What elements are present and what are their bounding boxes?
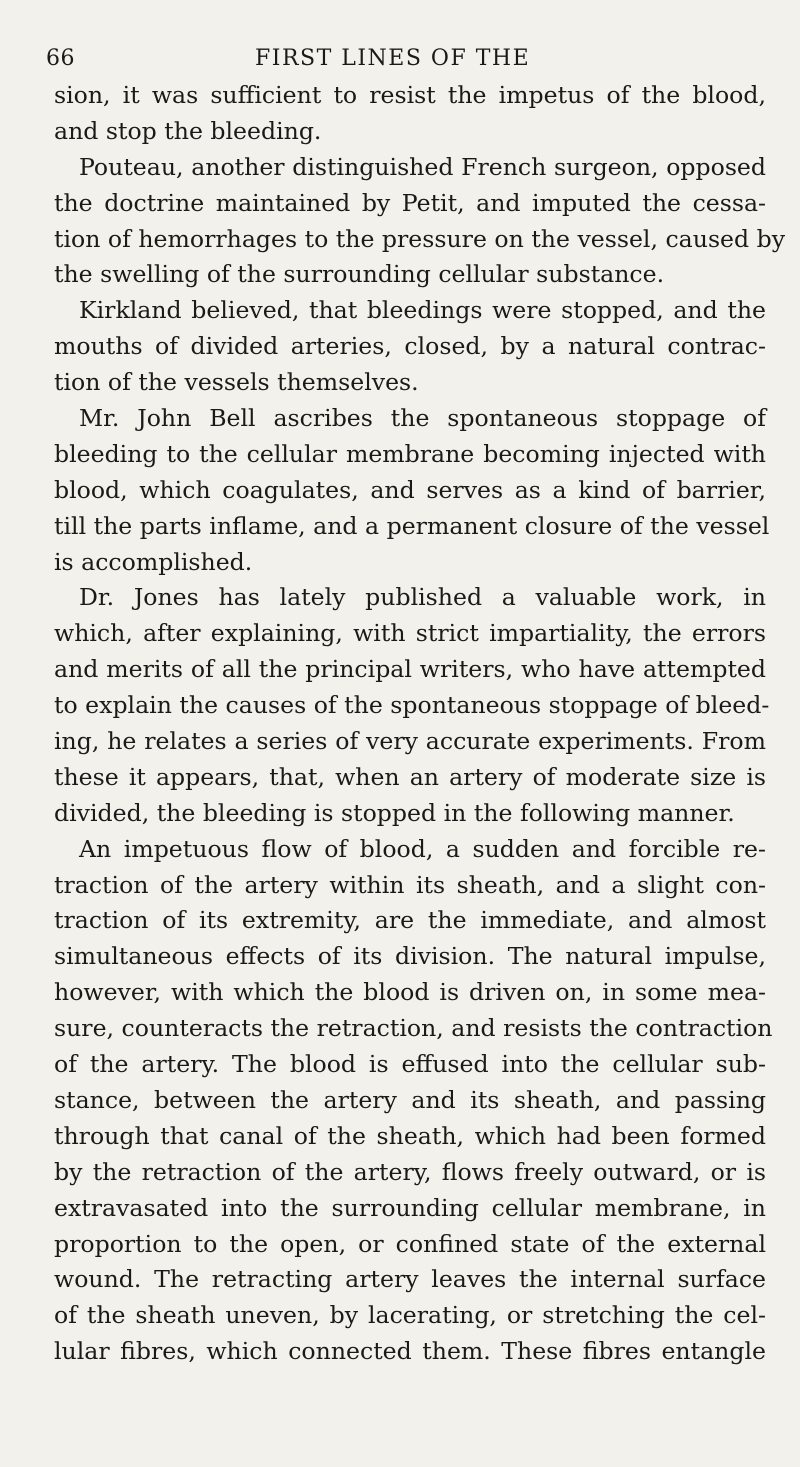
text-line: till the parts inflame, and a permanent closure of the vessel [54,511,770,540]
text-line: blood, which coagulates, and serves as a kind of barrier, [54,475,766,504]
text-line: traction of its extremity, are the immediate, and almost [54,906,766,935]
text-line: bleeding to the cellular membrane becoming injected with [54,439,766,468]
body-text [54,78,786,1370]
text-line: which, after explaining, with strict impartiality, the errors [54,619,766,648]
text-line: lular fibres, which connected them. These fibres entangle [54,1337,766,1366]
text-line: is accomplished. [54,547,253,576]
text-line: An impetuous flow of blood, a sudden and forcible re- [79,834,766,863]
text-line: however, with which the blood is driven on, in some mea- [54,978,766,1007]
text-line: to explain the causes of the spontaneous stoppage of bleed- [54,691,770,720]
text-line: stance, between the artery and its sheath, and passing [54,1085,766,1114]
text-line: sure, counteracts the retraction, and resists the contraction [54,1014,773,1043]
page-number: 66 [46,46,75,71]
text-line: divided, the bleeding is stopped in the following manner. [54,798,735,827]
text-line: and merits of all the principal writers, who have attempted [54,655,766,684]
text-line: tion of the vessels themselves. [54,368,419,397]
text-line: Mr. John Bell ascribes the spontaneous stoppage of [79,404,766,433]
text-line: ing, he relates a series of very accurate experiments. From [54,727,766,756]
text-line: mouths of divided arteries, closed, by a natural contrac- [54,332,766,361]
text-line: proportion to the open, or confined state of the external [54,1229,766,1258]
text-line: extravasated into the surrounding cellular membrane, in [54,1193,766,1222]
text-line: Kirkland believed, that bleedings were stopped, and the [79,296,766,325]
text-line: of the sheath uneven, by lacerating, or stretching the cel- [54,1301,766,1330]
running-head: FIRST LINES OF THE [255,46,531,71]
text-line: wound. The retracting artery leaves the internal surface [54,1265,766,1294]
text-line: the doctrine maintained by Petit, and imputed the cessa- [54,188,766,217]
text-line: Dr. Jones has lately published a valuable work, in [79,583,766,612]
text-line: sion, it was sufficient to resist the impetus of the blood, [54,81,766,109]
text-line: tion of hemorrhages to the pressure on the vessel, caused by [54,224,786,253]
text-line: traction of the artery within its sheath, and a slight con- [54,870,766,899]
text-line: by the retraction of the artery, flows freely outward, or is [54,1157,766,1186]
text-line: of the artery. The blood is effused into the cellular sub- [54,1050,766,1079]
text-line: Pouteau, another distinguished French surgeon, opposed [79,152,766,181]
text-line: the swelling of the surrounding cellular substance. [54,260,665,289]
text-line: through that canal of the sheath, which had been formed [54,1121,766,1150]
text-line: these it appears, that, when an artery of moderate size is [54,762,766,791]
text-line: and stop the bleeding. [54,116,322,145]
text-line: simultaneous effects of its division. The natural impulse, [54,942,766,971]
